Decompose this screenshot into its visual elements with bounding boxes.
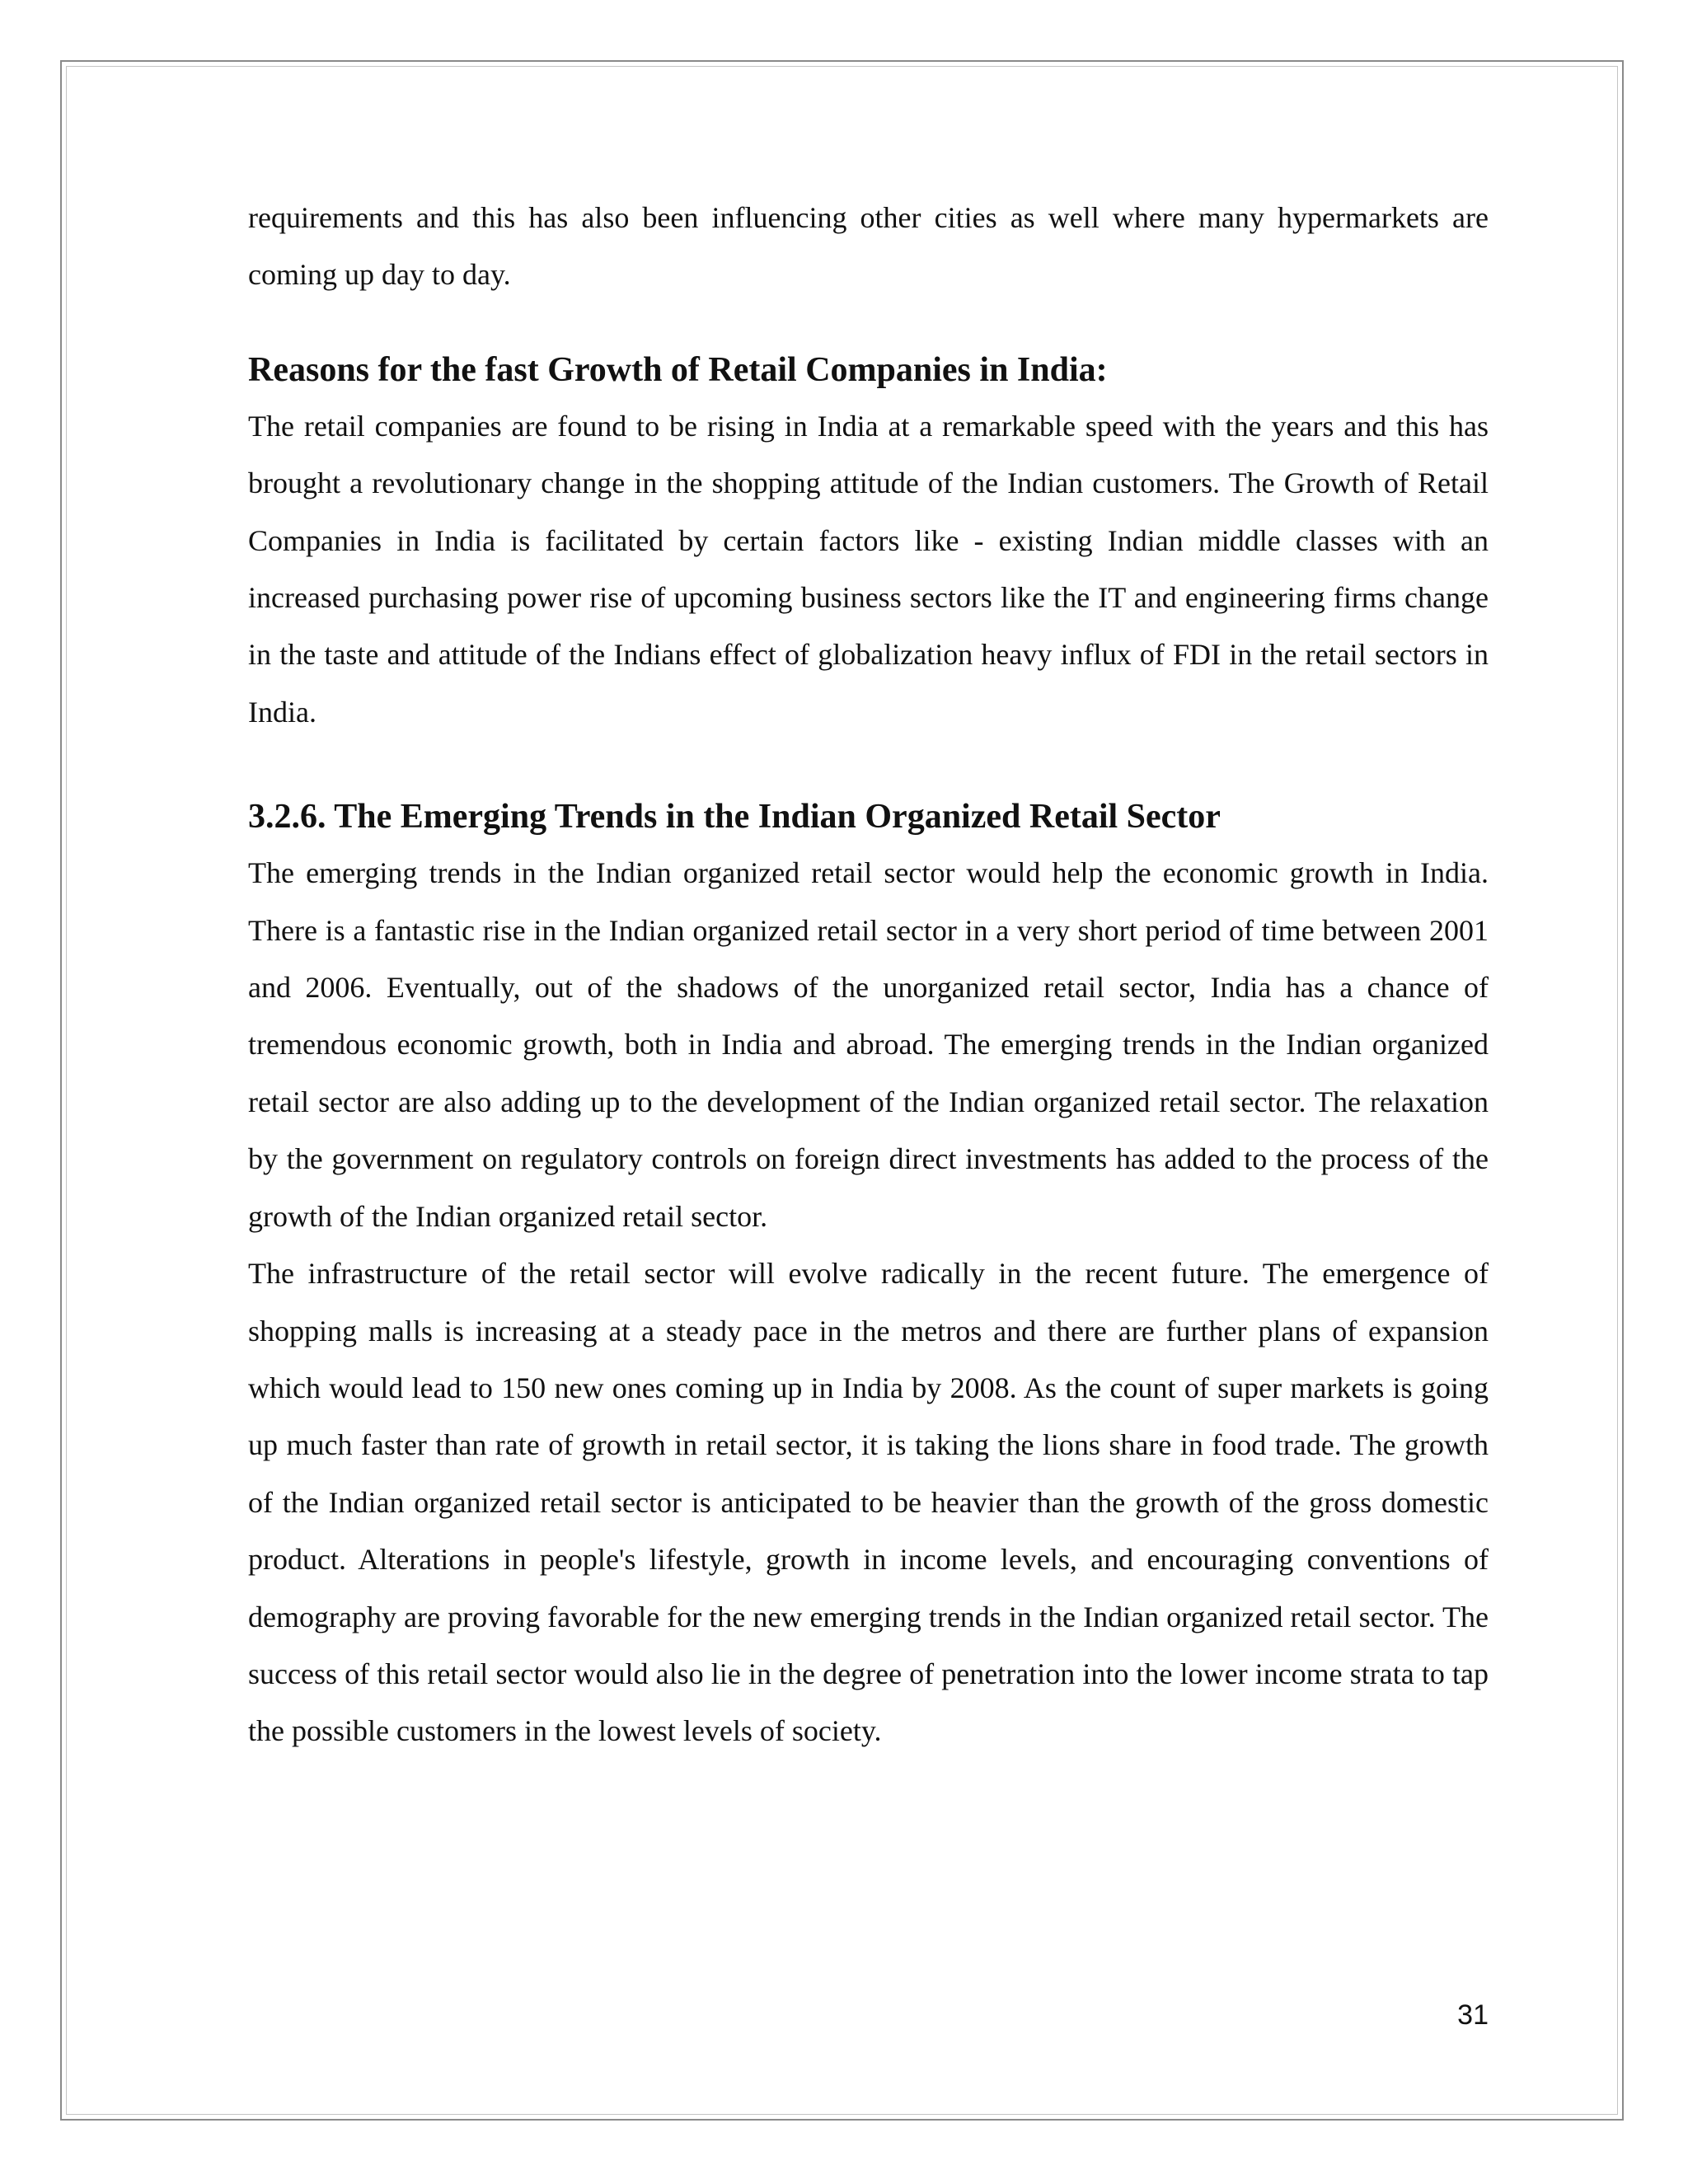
section-heading-trends: 3.2.6. The Emerging Trends in the Indian Organized Retail Sector <box>248 798 1221 837</box>
section-spacer <box>248 304 1489 345</box>
intro-paragraph: requirements and this has also been influencing other cities as well where many hypermarkets are coming up day to day. <box>248 201 1489 292</box>
section-spacer <box>248 741 1489 792</box>
section-heading-reasons: Reasons for the fast Growth of Retail Companies in India: <box>248 350 1108 389</box>
reasons-paragraph: The retail companies are found to be rising in India at a remarkable speed with the years and this has brought a revolutionary change in the shopping attitude of the Indian customers. The Growth of Retail Companies in India is facilitated by certain factors like - existing Indian middle classes with an increased purchasing power rise of upcoming business sectors like the IT and engineering firms change in the taste and attitude of the Indians effect of globalization heavy influx of FDI in the retail sectors in India. <box>248 409 1489 729</box>
page-content <box>248 190 1489 1760</box>
trends-paragraph-2: The infrastructure of the retail sector will evolve radically in the recent future. The emergence of shopping malls is increasing at a steady pace in the metros and there are further plans of expansion which would lead to 150 new ones coming up in India by 2008. As the count of super markets is going up much faster than rate of growth in retail sector, it is taking the lions share in food trade. The growth of the Indian organized retail sector is anticipated to be heavier than the growth of the gross domestic product. Alterations in people's lifestyle, growth in income levels, and encouraging conventions of demography are proving favorable for the new emerging trends in the Indian organized retail sector. The success of this retail sector would also lie in the degree of penetration into the lower income strata to tap the possible customers in the lowest levels of society. <box>248 1257 1489 1748</box>
trends-paragraph-1: The emerging trends in the Indian organized retail sector would help the economic growth in India. There is a fantastic rise in the Indian organized retail sector in a very short period of time between 2001 and 2006. Eventually, out of the shadows of the unorganized retail sector, India has a chance of tremendous economic growth, both in India and abroad. The emerging trends in the Indian organized retail sector are also adding up to the development of the Indian organized retail sector. The relaxation by the government on regulatory controls on foreign direct investments has added to the process of the growth of the Indian organized retail sector. <box>248 856 1489 1233</box>
page-number: 31 <box>1457 1999 1489 2031</box>
